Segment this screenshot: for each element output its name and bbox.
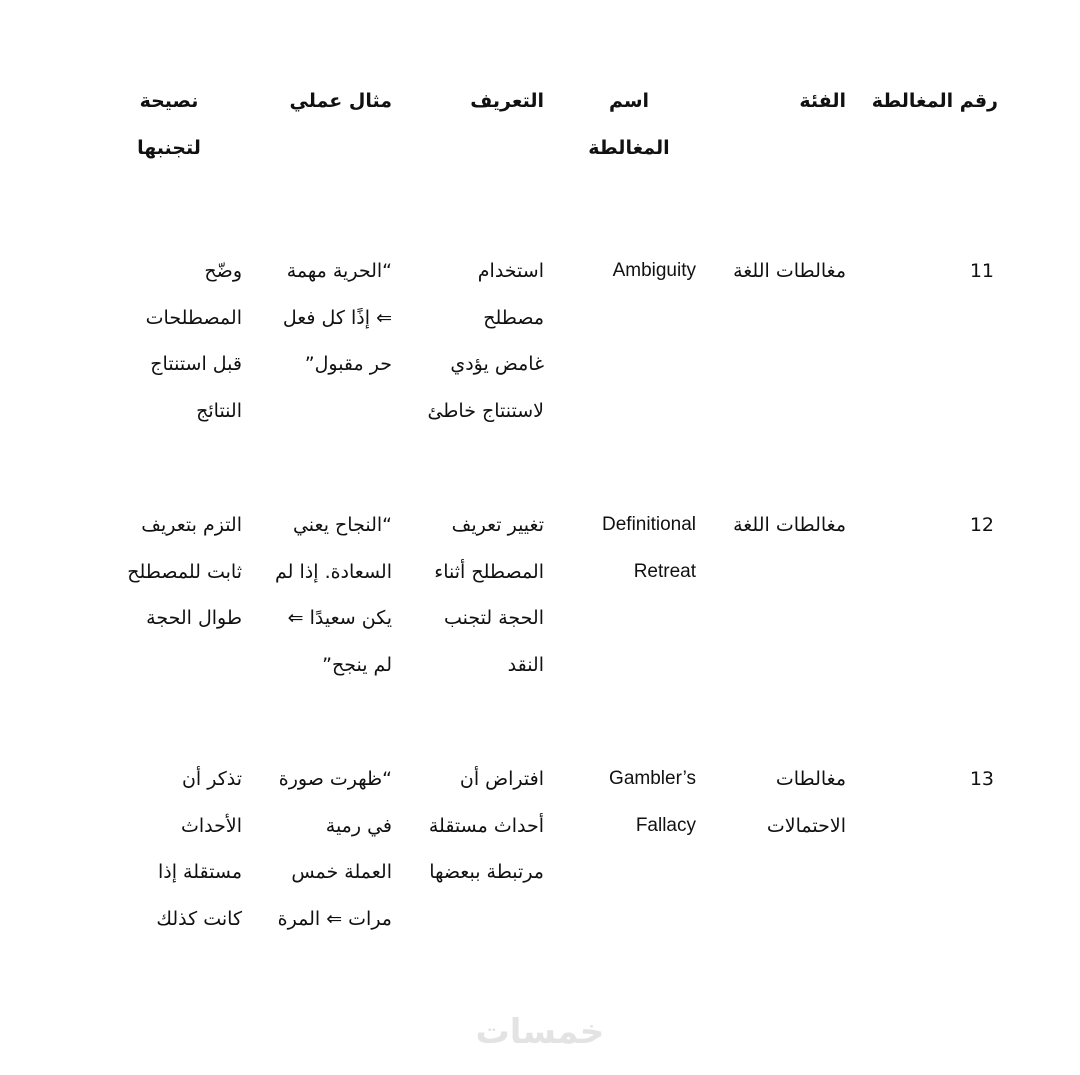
row-example: “الحرية مهمة ⇐ إذًا كل فعل حر مقبول” [282, 260, 392, 375]
table-row [96, 248, 998, 502]
header-category: الفئة [799, 90, 846, 112]
header-name: اسم المغالطة [588, 90, 670, 159]
table-header [96, 78, 998, 248]
row-number: 11 [969, 260, 994, 282]
watermark-logo: خمسات [475, 1012, 605, 1052]
header-tip: نصيحة لتجنبها [137, 90, 201, 159]
row-category: مغالطات اللغة [733, 514, 846, 536]
row-number: 13 [969, 768, 994, 790]
table-body [96, 248, 998, 1010]
row-definition: استخدام مصطلح غامض يؤدي لاستنتاج خاطئ [427, 260, 544, 422]
row-category: مغالطات اللغة [733, 260, 846, 282]
header-row [96, 78, 998, 248]
row-name: Ambiguity [612, 260, 696, 281]
row-tip: وضّح المصطلحات قبل استنتاج النتائج [145, 260, 242, 422]
row-number: 12 [969, 514, 994, 536]
row-category: مغالطات الاحتمالات [766, 768, 846, 837]
row-example: “النجاح يعني السعادة. إذا لم يكن سعيدًا ⇐ لم ينجح” [275, 514, 392, 676]
row-definition: افتراض أن أحداث مستقلة مرتبطة ببعضها [428, 768, 544, 883]
row-definition: تغيير تعريف المصطلح أثناء الحجة لتجنب النقد [434, 514, 544, 676]
table-row [96, 756, 998, 1010]
row-name: Gambler’s Fallacy [609, 768, 696, 836]
row-example: “ظهرت صورة في رمية العملة خمس مرات ⇐ المرة [277, 768, 392, 930]
header-number: رقم المغالطة [871, 90, 998, 112]
fallacies-table [96, 78, 998, 1010]
row-name: Definitional Retreat [602, 514, 696, 582]
table-row [96, 502, 998, 756]
header-definition: التعريف [470, 90, 544, 112]
row-tip: التزم بتعريف ثابت للمصطلح طوال الحجة [127, 514, 242, 629]
header-example: مثال عملي [289, 90, 392, 112]
row-tip: تذكر أن الأحداث مستقلة إذا كانت كذلك [156, 768, 242, 930]
